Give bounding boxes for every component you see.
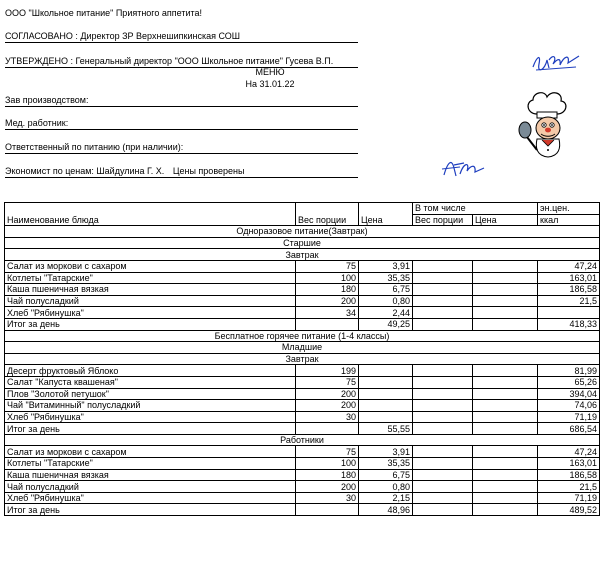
total-row xyxy=(5,423,600,435)
meal-title-row xyxy=(5,353,600,365)
dish-price: 35,35 xyxy=(359,272,413,284)
table-row xyxy=(5,388,600,400)
dish-sub-price xyxy=(473,307,538,319)
table-row xyxy=(5,411,600,423)
dish-name: Хлеб "Рябинушка" xyxy=(5,492,296,504)
dish-name: Каша пшеничная вязкая xyxy=(5,284,296,296)
table-row xyxy=(5,376,600,388)
total-sub-price xyxy=(473,423,538,435)
dish-sub-price xyxy=(473,469,538,481)
dish-kcal: 74,06 xyxy=(538,400,600,412)
org-title: ООО "Школьное питание" Приятного аппетита! xyxy=(5,8,203,18)
dish-weight: 180 xyxy=(296,469,359,481)
dish-sub-weight xyxy=(413,411,473,423)
economist-name: Экономист по ценам: Шайдулина Г. Х. xyxy=(5,166,165,176)
meal-title-row xyxy=(5,249,600,261)
table-row xyxy=(5,272,600,284)
dish-kcal: 163,01 xyxy=(538,272,600,284)
total-sub-weight xyxy=(413,504,473,516)
dish-sub-weight xyxy=(413,388,473,400)
production-head-label: Зав производством: xyxy=(5,95,89,105)
dish-weight: 75 xyxy=(296,260,359,272)
dish-weight: 200 xyxy=(296,388,359,400)
table-row xyxy=(5,481,600,493)
dish-kcal: 81,99 xyxy=(538,365,600,377)
dish-sub-weight xyxy=(413,260,473,272)
total-price: 55,55 xyxy=(359,423,413,435)
section-title: Бесплатное горячее питание (1-4 классы) xyxy=(5,330,600,342)
medic-underline xyxy=(5,129,358,130)
dish-sub-price xyxy=(473,411,538,423)
dish-name: Чай "Витаминный" полусладкий xyxy=(5,400,296,412)
table-row xyxy=(5,446,600,458)
dish-kcal: 186,58 xyxy=(538,284,600,296)
dish-weight: 180 xyxy=(296,284,359,296)
table-row xyxy=(5,260,600,272)
header-sub-weight: Вес порции xyxy=(413,214,473,226)
dish-sub-price xyxy=(473,388,538,400)
group-title: Старшие xyxy=(5,237,600,249)
agreed-line: СОГЛАСОВАНО : Директор ЗР Верхнешипкинская СОШ xyxy=(5,31,241,41)
table-row xyxy=(5,307,600,319)
dish-kcal: 21,5 xyxy=(538,481,600,493)
total-sub-weight xyxy=(413,318,473,330)
table-row xyxy=(5,458,600,470)
dish-price xyxy=(359,388,413,400)
table-row xyxy=(5,295,600,307)
dish-sub-price xyxy=(473,492,538,504)
dish-sub-price xyxy=(473,458,538,470)
dish-weight: 100 xyxy=(296,272,359,284)
dish-name: Каша пшеничная вязкая xyxy=(5,469,296,481)
dish-price: 0,80 xyxy=(359,295,413,307)
chef-illustration-icon xyxy=(513,90,581,160)
dish-price: 3,91 xyxy=(359,260,413,272)
total-row xyxy=(5,504,600,516)
table-row xyxy=(5,284,600,296)
section-title-row xyxy=(5,434,600,446)
dish-sub-price xyxy=(473,481,538,493)
economist-signature-icon xyxy=(440,156,486,180)
dish-name: Плов "Золотой петушок" xyxy=(5,388,296,400)
meal-title: Завтрак xyxy=(5,353,600,365)
dish-price: 6,75 xyxy=(359,469,413,481)
dish-weight: 30 xyxy=(296,411,359,423)
dish-sub-weight xyxy=(413,400,473,412)
dish-sub-price xyxy=(473,260,538,272)
total-weight xyxy=(296,423,359,435)
approved-line: УТВЕРЖДЕНО : Генеральный директор "ООО Школьное питание" Гусева В.П. xyxy=(5,56,334,66)
table-row xyxy=(5,400,600,412)
dish-sub-price xyxy=(473,295,538,307)
dish-price: 0,80 xyxy=(359,481,413,493)
dish-weight: 75 xyxy=(296,446,359,458)
dish-sub-weight xyxy=(413,446,473,458)
total-label: Итог за день xyxy=(5,318,296,330)
dish-sub-weight xyxy=(413,365,473,377)
dish-weight: 200 xyxy=(296,481,359,493)
dish-name: Чай полусладкий xyxy=(5,295,296,307)
dish-name: Хлеб "Рябинушка" xyxy=(5,307,296,319)
menu-title: МЕНЮ xyxy=(255,67,285,77)
header-dish: Наименование блюда xyxy=(5,203,296,226)
dish-kcal: 47,24 xyxy=(538,446,600,458)
header-sub-price: Цена xyxy=(473,214,538,226)
header-energy-top: эн.цен. xyxy=(538,203,600,215)
dish-name: Котлеты "Татарские" xyxy=(5,272,296,284)
dish-weight: 100 xyxy=(296,458,359,470)
section-title-row xyxy=(5,330,600,342)
total-sub-price xyxy=(473,504,538,516)
total-label: Итог за день xyxy=(5,504,296,516)
dish-sub-weight xyxy=(413,492,473,504)
dish-name: Салат из моркови с сахаром xyxy=(5,446,296,458)
dish-sub-weight xyxy=(413,481,473,493)
group-title-row xyxy=(5,237,600,249)
dish-weight: 199 xyxy=(296,365,359,377)
agreed-underline xyxy=(5,42,358,43)
dish-price: 6,75 xyxy=(359,284,413,296)
production-head-underline xyxy=(5,106,358,107)
dish-sub-price xyxy=(473,400,538,412)
total-sub-weight xyxy=(413,423,473,435)
dish-name: Чай полусладкий xyxy=(5,481,296,493)
dish-price xyxy=(359,411,413,423)
meal-title: Завтрак xyxy=(5,249,600,261)
total-kcal: 418,33 xyxy=(538,318,600,330)
dish-name: Десерт фруктовый Яблоко xyxy=(5,365,296,377)
dish-sub-weight xyxy=(413,307,473,319)
dish-sub-weight xyxy=(413,284,473,296)
dish-sub-weight xyxy=(413,272,473,284)
total-row xyxy=(5,318,600,330)
group-title: Младшие xyxy=(5,342,600,354)
dish-price xyxy=(359,365,413,377)
dish-kcal xyxy=(538,307,600,319)
dish-kcal: 71,19 xyxy=(538,492,600,504)
table-row xyxy=(5,492,600,504)
dish-kcal: 186,58 xyxy=(538,469,600,481)
dish-price: 2,15 xyxy=(359,492,413,504)
group-title-row xyxy=(5,342,600,354)
dish-sub-price xyxy=(473,376,538,388)
table-header-row xyxy=(5,203,600,215)
total-sub-price xyxy=(473,318,538,330)
prices-checked: Цены проверены xyxy=(172,166,245,176)
dish-sub-weight xyxy=(413,458,473,470)
menu-date: На 31.01.22 xyxy=(245,79,295,89)
dish-price: 35,35 xyxy=(359,458,413,470)
section-title-row xyxy=(5,226,600,238)
dish-kcal: 47,24 xyxy=(538,260,600,272)
total-kcal: 686,54 xyxy=(538,423,600,435)
dish-weight: 200 xyxy=(296,400,359,412)
dish-sub-weight xyxy=(413,376,473,388)
dish-name: Салат "Капуста квашеная" xyxy=(5,376,296,388)
dish-sub-price xyxy=(473,365,538,377)
section-title: Работники xyxy=(5,434,600,446)
dish-weight: 34 xyxy=(296,307,359,319)
dish-weight: 200 xyxy=(296,295,359,307)
total-weight xyxy=(296,504,359,516)
dish-sub-weight xyxy=(413,469,473,481)
economist-underline xyxy=(5,177,358,178)
medic-label: Мед. работник: xyxy=(5,118,69,128)
dish-price: 2,44 xyxy=(359,307,413,319)
total-weight xyxy=(296,318,359,330)
dish-price xyxy=(359,400,413,412)
header-energy-bottom: ккал xyxy=(538,214,600,226)
dish-sub-weight xyxy=(413,295,473,307)
dish-price: 3,91 xyxy=(359,446,413,458)
director-signature-icon xyxy=(530,50,582,74)
dish-sub-price xyxy=(473,284,538,296)
header-weight: Вес порции xyxy=(296,203,359,226)
table-row xyxy=(5,469,600,481)
total-price: 48,96 xyxy=(359,504,413,516)
dish-kcal: 163,01 xyxy=(538,458,600,470)
dish-sub-price xyxy=(473,446,538,458)
dish-weight: 30 xyxy=(296,492,359,504)
dish-kcal: 65,26 xyxy=(538,376,600,388)
header-including: В том числе xyxy=(413,203,538,215)
responsible-underline xyxy=(5,153,358,154)
header-price: Цена xyxy=(359,203,413,226)
dish-sub-price xyxy=(473,272,538,284)
total-price: 49,25 xyxy=(359,318,413,330)
dish-name: Салат из моркови с сахаром xyxy=(5,260,296,272)
total-kcal: 489,52 xyxy=(538,504,600,516)
dish-kcal: 71,19 xyxy=(538,411,600,423)
responsible-label: Ответственный по питанию (при наличии): xyxy=(5,142,184,152)
section-title: Одноразовое питание(Завтрак) xyxy=(5,226,600,238)
table-row xyxy=(5,365,600,377)
dish-kcal: 21,5 xyxy=(538,295,600,307)
dish-weight: 75 xyxy=(296,376,359,388)
dish-name: Котлеты "Татарские" xyxy=(5,458,296,470)
dish-name: Хлеб "Рябинушка" xyxy=(5,411,296,423)
dish-price xyxy=(359,376,413,388)
dish-kcal: 394,04 xyxy=(538,388,600,400)
total-label: Итог за день xyxy=(5,423,296,435)
menu-table xyxy=(4,202,600,516)
economist-label xyxy=(5,166,244,176)
